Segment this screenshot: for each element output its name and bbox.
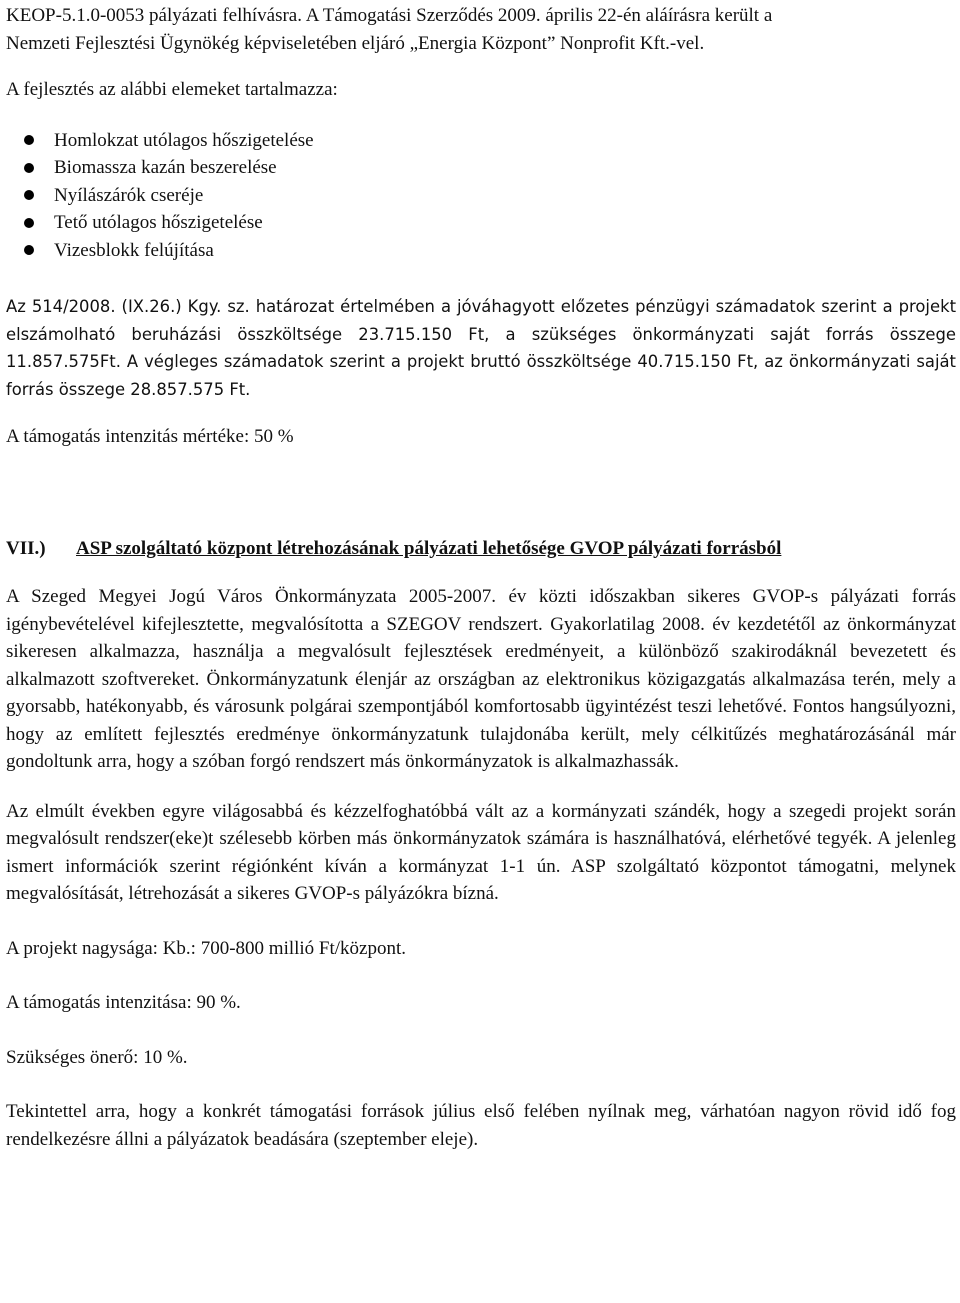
intro-line-2: Nemzeti Fejlesztési Ügynökég képviseletében eljáró „Energia Központ” Nonprofit Kft.-vel. xyxy=(6,32,705,54)
closing-paragraph: Tekintettel arra, hogy a konkrét támogatási források július első felében nyílnak meg, várhatóan nagyon rövid idő fog rendelkezésre állni a pályázatok beadására (szeptember eleje). xyxy=(6,1101,956,1150)
bullet-icon xyxy=(24,245,34,255)
section-title: ASP szolgáltató központ létrehozásának pályázati lehetősége GVOP pályázati forrásból xyxy=(76,537,782,559)
bullet-icon xyxy=(24,218,34,228)
elements-lead: A fejlesztés az alábbi elemeket tartalmazza: xyxy=(6,79,338,100)
list-item xyxy=(24,127,956,155)
decision-paragraph: Az 514/2008. (IX.26.) Kgy. sz. határozat értelmében a jóváhagyott előzetes pénzügyi számadatok szerint a projekt elszámolható beruházási összköltsége 23.715.150 Ft, a szükséges önkormányzati saját forrás összege 11.857.575Ft. A végleges számadatok szerint a projekt bruttó összköltsége 40.715.150 Ft, az önkormányzati saját forrás összege 28.857.575 Ft. xyxy=(6,297,956,399)
list-item xyxy=(24,237,956,265)
support-intensity-1: A támogatás intenzitás mértéke: 50 % xyxy=(6,426,294,447)
list-item xyxy=(24,182,956,210)
elements-list xyxy=(6,127,956,265)
document-page xyxy=(6,0,956,1153)
list-item-text: Vizesblokk felújítása xyxy=(54,239,214,261)
bullet-icon xyxy=(24,163,34,173)
intro-paragraph xyxy=(6,2,956,57)
list-item-text: Homlokzat utólagos hőszigetelése xyxy=(54,129,314,151)
section-number: VII.) xyxy=(6,537,46,559)
bullet-icon xyxy=(24,135,34,145)
asp-paragraph-1: A Szeged Megyei Jogú Város Önkormányzata 2005-2007. év közti időszakban sikeres GVOP-s pályázati forrás igénybevételével kifejlesztette, megvalósította a SZEGOV rendszert. Gyakorlatilag 2008. év kezdetétől az önkormányzat sikeresen alkalmazza, használja a megvalósult fejlesztések eredményeit, a különböző szakirodáknál bevezetett és alkalmazott szoftvereket. Önkormányzatunk élenjár az országban az elektronikus közigazgatás alkalmazása terén, mely a gyorsabb, hatékonyabb, és városunk polgárai szempontjából komfortosabb ügyintézést teszi lehetővé. Fontos hangsúlyozni, hogy az említett fejlesztés eredménye önkormányzatunk tulajdonába került, mely célkitűzés meghatározásánál már gondoltunk arra, hogy a szóban forgó rendszert más önkormányzatok is alkalmazhassák. xyxy=(6,586,956,772)
own-share: Szükséges önerő: 10 %. xyxy=(6,1046,188,1068)
list-item-text: Tető utólagos hőszigetelése xyxy=(54,212,263,233)
list-item xyxy=(24,154,956,182)
list-item-text: Biomassza kazán beszerelése xyxy=(54,157,277,178)
list-item xyxy=(24,209,956,237)
support-intensity-2: A támogatás intenzitása: 90 %. xyxy=(6,992,241,1013)
bullet-icon xyxy=(24,190,34,200)
list-item-text: Nyílászárók cseréje xyxy=(54,184,204,206)
section-heading xyxy=(6,535,956,563)
intro-line-1: KEOP-5.1.0-0053 pályázati felhívásra. A Támogatási Szerződés 2009. április 22-én aláírásra került a xyxy=(6,5,773,26)
asp-paragraph-2: Az elmúlt években egyre világosabbá és kézzelfoghatóbbá vált az a kormányzati szándék, hogy a szegedi projekt során megvalósult rendszer(eke)t szélesebb körben más önkormányzatok számára is használhatóvá, elérhetővé tegyék. A jelenleg ismert információk szerint régiónként kíván a kormányzat 1-1 ún. ASP szolgáltató központot támogatni, melynek megvalósítását, létrehozását a sikeres GVOP-s pályázókra bízná. xyxy=(6,800,956,904)
project-size: A projekt nagysága: Kb.: 700-800 millió Ft/központ. xyxy=(6,937,407,959)
